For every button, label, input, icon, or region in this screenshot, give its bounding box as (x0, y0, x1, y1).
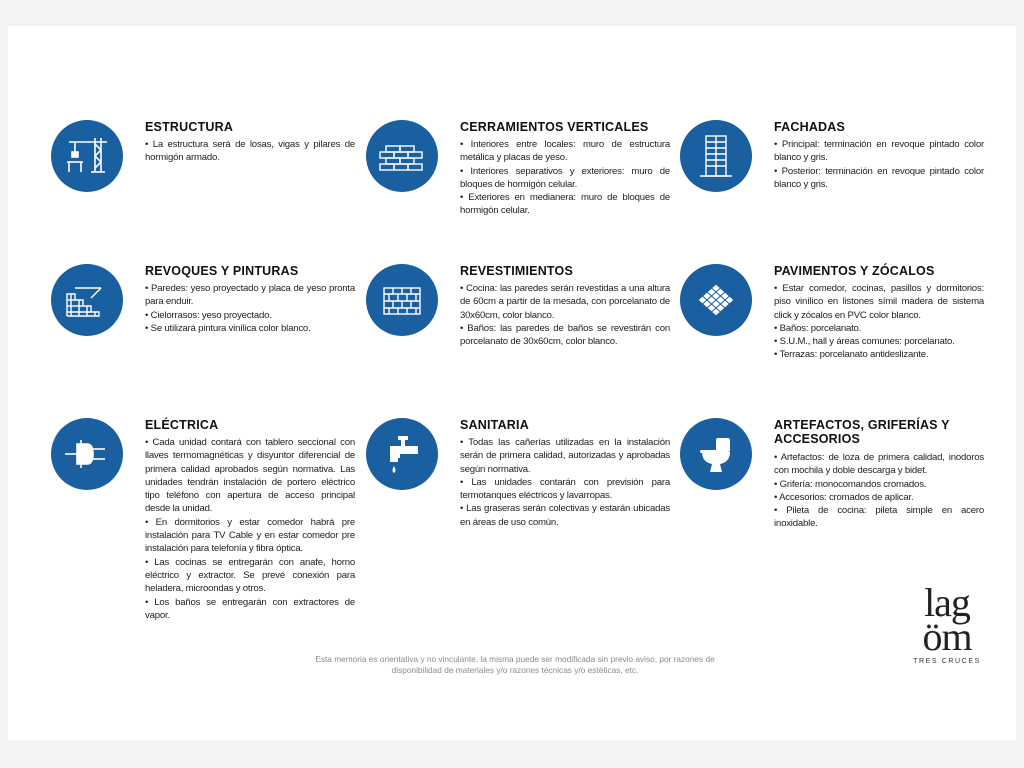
section-title: ELÉCTRICA (145, 418, 219, 432)
bullet-text: • Estar comedor, cocinas, pasillos y dormitorios: piso vinílico en listones símil madera de sistema click y zócalos en PVC color blanco. (774, 283, 984, 321)
section-body (460, 138, 670, 218)
spec-sheet (8, 26, 1016, 740)
bullet-text: • Interiores entre locales: muro de estructura metálica y placas de yeso. (460, 139, 670, 164)
bullet-text: • Baños: porcelanato. (774, 322, 862, 334)
bullet-text: • La estructura será de losas, vigas y pilares de hormigón armado. (145, 139, 355, 164)
section-cerramientos (366, 120, 676, 280)
section-body (145, 282, 355, 335)
bullet-text: • Las cocinas se entregarán con anafe, horno eléctrico y extractor. Se prevé conexión para heladera, microondas y otros. (145, 556, 355, 595)
section-title: PAVIMENTOS Y ZÓCALOS (774, 264, 935, 278)
bullet-text: • Cocina: las paredes serán revestidas a una altura de 60cm a partir de la mesada, con porcelanato de 30x60cm, color blanco. (460, 283, 670, 321)
bullet-text: • Posterior: terminación en revoque pintado color blanco y gris. (774, 165, 984, 190)
section-artefactos (680, 418, 990, 578)
section-body (460, 282, 670, 348)
floor-tiles-icon (680, 264, 752, 336)
disclaimer-line: disponibilidad de materiales y/o razones técnicas y/o estéticas, etc. (391, 665, 639, 675)
logo-tagline: TRES CRUCES (913, 658, 981, 665)
section-pavimentos (680, 264, 990, 424)
plaster-stairs-icon (51, 264, 123, 336)
brick-wall-icon (366, 120, 438, 192)
tile-wall-icon (366, 264, 438, 336)
bullet-text: • Las graseras serán colectivas y estarán ubicadas en áreas de uso común. (460, 503, 670, 528)
section-revoques (51, 264, 361, 424)
bullet-text: • Baños: las paredes de baños se revestirán con porcelanato de 30x60cm, color blanco. (460, 322, 670, 348)
section-title: FACHADAS (774, 120, 846, 134)
section-body (774, 282, 984, 362)
section-title: REVESTIMIENTOS (460, 264, 574, 278)
bullet-text: • Las unidades contarán con previsión para termotanques eléctricos y lavarropas. (460, 476, 670, 502)
section-body (145, 138, 355, 165)
bullet-text: • Terrazas: porcelanato antideslizante. (774, 349, 929, 361)
bullet-text: • Accesorios: cromados de aplicar. (774, 491, 914, 503)
section-body (145, 436, 355, 622)
building-icon (680, 120, 752, 192)
logo-line-2: öm (922, 614, 972, 659)
bullet-text: • Cielorrasos: yeso proyectado. (145, 309, 272, 321)
bullet-text: • Cada unidad contará con tablero seccional con llaves termomagnéticas y disyuntor diferencial de primera calidad aprobados según normativa. Las unidades tendrán instalación de portero eléctrico tipo teléfono con apertura de acceso principal desde la unidad. (145, 437, 355, 515)
bullet-text: • Artefactos: de loza de primera calidad, inodoros con mochila y doble descarga y bidet. (774, 452, 984, 477)
section-electrica (51, 418, 361, 658)
bullet-text: • Interiores separativos y exteriores: muro de bloques de hormigón celular. (460, 165, 670, 190)
bullet-text: • Todas las cañerías utilizadas en la instalación serán de primera calidad, autorizadas y aprobadas según normativa. (460, 437, 670, 475)
section-title: SANITARIA (460, 418, 529, 432)
bullet-text: • Exteriores en medianera: muro de bloques de hormigón celular. (460, 192, 670, 217)
section-body (774, 138, 984, 191)
bullet-text: • En dormitorios y estar comedor habrá pre instalación para TV Cable y en estar comedor pre instalación para telefonía y fibra óptica. (145, 516, 355, 555)
section-sanitaria (366, 418, 676, 578)
plug-icon (51, 418, 123, 490)
section-title: REVOQUES Y PINTURAS (145, 264, 299, 278)
brand-logo (912, 580, 982, 665)
bullet-text: • Principal: terminación en revoque pintado color blanco y gris. (774, 139, 984, 164)
bullet-text: • S.U.M., hall y áreas comunes: porcelanato. (774, 336, 955, 348)
bullet-text: • Grifería: monocomandos cromados. (774, 478, 927, 490)
toilet-icon (680, 418, 752, 490)
section-title: CERRAMIENTOS VERTICALES (460, 120, 649, 134)
disclaimer-line: Esta memoria es orientativa y no vinculante, la misma puede ser modificada sin previo aviso, por razones de (315, 654, 715, 664)
bullet-text: • Pileta de cocina: pileta simple en acero inoxidable. (774, 505, 984, 530)
bullet-text: • Paredes: yeso proyectado y placa de yeso pronta para enduir. (145, 283, 355, 308)
section-estructura (51, 120, 361, 280)
disclaimer (300, 654, 730, 676)
section-body (774, 451, 984, 531)
section-title: ESTRUCTURA (145, 120, 234, 134)
bullet-text: • Los baños se entregarán con extractores de vapor. (145, 596, 355, 621)
section-title: ARTEFACTOS, GRIFERÍAS Y ACCESORIOS (774, 418, 950, 446)
section-fachadas (680, 120, 990, 280)
crane-icon (51, 120, 123, 192)
faucet-icon (366, 418, 438, 490)
section-body (460, 436, 670, 529)
logo-line-1: lag (924, 580, 970, 625)
bullet-text: • Se utilizará pintura vinílica color blanco. (145, 322, 311, 334)
section-revestimientos (366, 264, 676, 424)
